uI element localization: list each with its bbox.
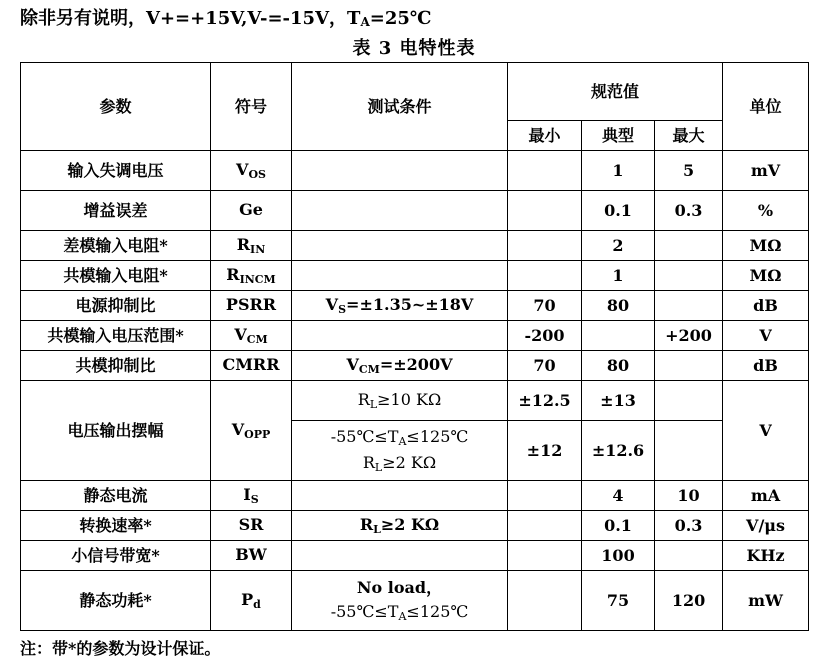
min-cell xyxy=(508,151,582,191)
col-header-typ: 典型 xyxy=(582,121,655,151)
param-cell: 增益误差 xyxy=(21,191,211,231)
unit-cell: mV xyxy=(723,151,809,191)
table-row xyxy=(21,511,809,541)
min-cell xyxy=(508,261,582,291)
table-row xyxy=(21,541,809,571)
symbol-cell xyxy=(211,511,292,541)
min-cell: 70 xyxy=(508,351,582,381)
electrical-characteristics-table xyxy=(20,62,809,631)
symbol-cell xyxy=(211,191,292,231)
symbol-cell xyxy=(211,541,292,571)
param-cell: 电源抑制比 xyxy=(21,291,211,321)
symbol-main: CMRR xyxy=(222,354,280,374)
max-cell xyxy=(655,261,723,291)
test-cell xyxy=(292,291,508,321)
unit-cell: mA xyxy=(723,481,809,511)
param-cell: 差模输入电阻* xyxy=(21,231,211,261)
typ-cell: 0.1 xyxy=(582,511,655,541)
typ-cell: 80 xyxy=(582,291,655,321)
symbol-cell xyxy=(211,261,292,291)
unit-cell: dB xyxy=(723,291,809,321)
col-header-param: 参数 xyxy=(21,63,211,151)
unit-cell: % xyxy=(723,191,809,231)
test-line-1 xyxy=(292,427,507,449)
test-line1-rest: ≤125℃ xyxy=(406,426,469,446)
footnote: 注：带*的参数为设计保证。 xyxy=(20,639,221,658)
col-header-unit: 单位 xyxy=(723,63,809,151)
min-cell xyxy=(508,191,582,231)
unit-cell: V xyxy=(723,321,809,351)
symbol-sub: INCM xyxy=(239,272,276,286)
symbol-cell xyxy=(211,321,292,351)
conditions-prefix: 除非另有说明，V+=+15V,V-=-15V，T xyxy=(20,8,361,29)
symbol-cell xyxy=(211,571,292,631)
symbol-main: V xyxy=(231,419,245,439)
param-cell: 电压输出摆幅 xyxy=(21,381,211,481)
test-main: V xyxy=(325,294,339,314)
min-cell xyxy=(508,231,582,261)
test-cell xyxy=(292,321,508,351)
col-header-symbol: 符号 xyxy=(211,63,292,151)
typ-cell: 0.1 xyxy=(582,191,655,231)
conditions-suffix: =25℃ xyxy=(369,8,432,29)
symbol-cell xyxy=(211,381,292,481)
symbol-sub: OPP xyxy=(244,427,271,441)
test-cell xyxy=(292,261,508,291)
test-line2-rest: ≥2 KΩ xyxy=(382,452,437,472)
test-sub: L xyxy=(373,522,381,536)
symbol-main: I xyxy=(243,484,251,504)
symbol-main: R xyxy=(236,234,251,254)
max-cell xyxy=(655,231,723,261)
test-line2-main: -55℃≤T xyxy=(330,601,399,621)
min-cell xyxy=(508,481,582,511)
typ-cell: ±12.6 xyxy=(582,421,655,481)
symbol-main: V xyxy=(236,159,249,179)
test-line2-rest: ≤125℃ xyxy=(406,601,469,621)
typ-cell: 1 xyxy=(582,151,655,191)
symbol-sub: S xyxy=(250,492,259,506)
min-cell xyxy=(508,571,582,631)
table-row xyxy=(21,571,809,631)
test-sub: L xyxy=(369,397,378,411)
min-cell xyxy=(508,511,582,541)
test-main: R xyxy=(357,389,370,409)
max-cell: 0.3 xyxy=(655,511,723,541)
param-cell: 静态功耗* xyxy=(21,571,211,631)
symbol-sub: OS xyxy=(248,167,266,181)
unit-cell: V/μs xyxy=(723,511,809,541)
test-cell xyxy=(292,351,508,381)
test-sub: S xyxy=(338,302,347,316)
test-line2-sub: A xyxy=(398,609,407,623)
unit-cell: dB xyxy=(723,351,809,381)
symbol-main: V xyxy=(234,324,247,344)
table-row xyxy=(21,381,809,421)
test-line2-sub: L xyxy=(374,460,383,474)
typ-cell: 2 xyxy=(582,231,655,261)
unit-cell: V xyxy=(723,381,809,481)
table-row xyxy=(21,321,809,351)
max-cell: 0.3 xyxy=(655,191,723,231)
min-cell xyxy=(508,541,582,571)
table-row xyxy=(21,351,809,381)
symbol-sub: CM xyxy=(246,332,268,346)
symbol-sub: IN xyxy=(250,242,266,256)
col-header-test: 测试条件 xyxy=(292,63,508,151)
param-cell: 共模输入电压范围* xyxy=(21,321,211,351)
max-cell: 120 xyxy=(655,571,723,631)
symbol-main: SR xyxy=(238,514,264,534)
header-row-1 xyxy=(21,63,809,121)
max-cell: 10 xyxy=(655,481,723,511)
table-caption: 表 3 电特性表 xyxy=(352,38,476,59)
param-cell: 输入失调电压 xyxy=(21,151,211,191)
symbol-sub: d xyxy=(253,597,261,611)
symbol-main: BW xyxy=(235,544,267,564)
min-cell: ±12.5 xyxy=(508,381,582,421)
test-line1-main: -55℃≤T xyxy=(330,426,399,446)
test-cell xyxy=(292,381,508,421)
typ-cell: 100 xyxy=(582,541,655,571)
min-cell: 70 xyxy=(508,291,582,321)
max-cell xyxy=(655,541,723,571)
test-line1-sub: A xyxy=(398,434,407,448)
min-cell: -200 xyxy=(508,321,582,351)
test-conditions-line xyxy=(20,4,431,30)
typ-cell: ±13 xyxy=(582,381,655,421)
test-sub: CM xyxy=(358,362,380,376)
unit-cell: MΩ xyxy=(723,231,809,261)
symbol-cell xyxy=(211,481,292,511)
symbol-main: PSRR xyxy=(225,294,277,314)
col-header-min: 最小 xyxy=(508,121,582,151)
param-cell: 小信号带宽* xyxy=(21,541,211,571)
typ-cell: 75 xyxy=(582,571,655,631)
symbol-main: P xyxy=(241,589,254,609)
max-cell: +200 xyxy=(655,321,723,351)
test-cell xyxy=(292,421,508,481)
max-cell xyxy=(655,381,723,421)
param-cell: 共模输入电阻* xyxy=(21,261,211,291)
test-cell xyxy=(292,541,508,571)
test-line-2 xyxy=(292,602,507,624)
test-rest: =±200V xyxy=(379,354,453,374)
test-line-2 xyxy=(292,453,507,475)
typ-cell xyxy=(582,321,655,351)
max-cell: 5 xyxy=(655,151,723,191)
unit-cell: mW xyxy=(723,571,809,631)
col-header-max: 最大 xyxy=(655,121,723,151)
table-row xyxy=(21,481,809,511)
table-row xyxy=(21,291,809,321)
test-cell xyxy=(292,191,508,231)
test-line2-main: R xyxy=(362,452,375,472)
table-row xyxy=(21,261,809,291)
test-rest: =±1.35~±18V xyxy=(346,294,474,314)
max-cell xyxy=(655,291,723,321)
param-cell: 共模抑制比 xyxy=(21,351,211,381)
table-row xyxy=(21,151,809,191)
test-rest: ≥10 KΩ xyxy=(377,389,442,409)
param-cell: 静态电流 xyxy=(21,481,211,511)
typ-cell: 4 xyxy=(582,481,655,511)
typ-cell: 80 xyxy=(582,351,655,381)
test-main: V xyxy=(346,354,359,374)
unit-cell: MΩ xyxy=(723,261,809,291)
symbol-cell xyxy=(211,291,292,321)
test-cell xyxy=(292,571,508,631)
max-cell xyxy=(655,351,723,381)
test-cell xyxy=(292,481,508,511)
col-header-spec: 规范值 xyxy=(508,63,723,121)
test-cell xyxy=(292,511,508,541)
conditions-subscript: A xyxy=(360,15,370,29)
test-cell xyxy=(292,231,508,261)
symbol-main: R xyxy=(226,264,240,284)
min-cell: ±12 xyxy=(508,421,582,481)
table-row xyxy=(21,231,809,261)
test-rest: ≥2 KΩ xyxy=(380,514,440,534)
unit-cell: KHz xyxy=(723,541,809,571)
max-cell xyxy=(655,421,723,481)
test-cell xyxy=(292,151,508,191)
test-line-1: No load， xyxy=(356,577,443,597)
table-row xyxy=(21,191,809,231)
symbol-cell xyxy=(211,351,292,381)
symbol-cell xyxy=(211,231,292,261)
typ-cell: 1 xyxy=(582,261,655,291)
symbol-cell xyxy=(211,151,292,191)
param-cell: 转换速率* xyxy=(21,511,211,541)
symbol-main: Ge xyxy=(239,199,263,219)
test-main: R xyxy=(359,514,374,534)
